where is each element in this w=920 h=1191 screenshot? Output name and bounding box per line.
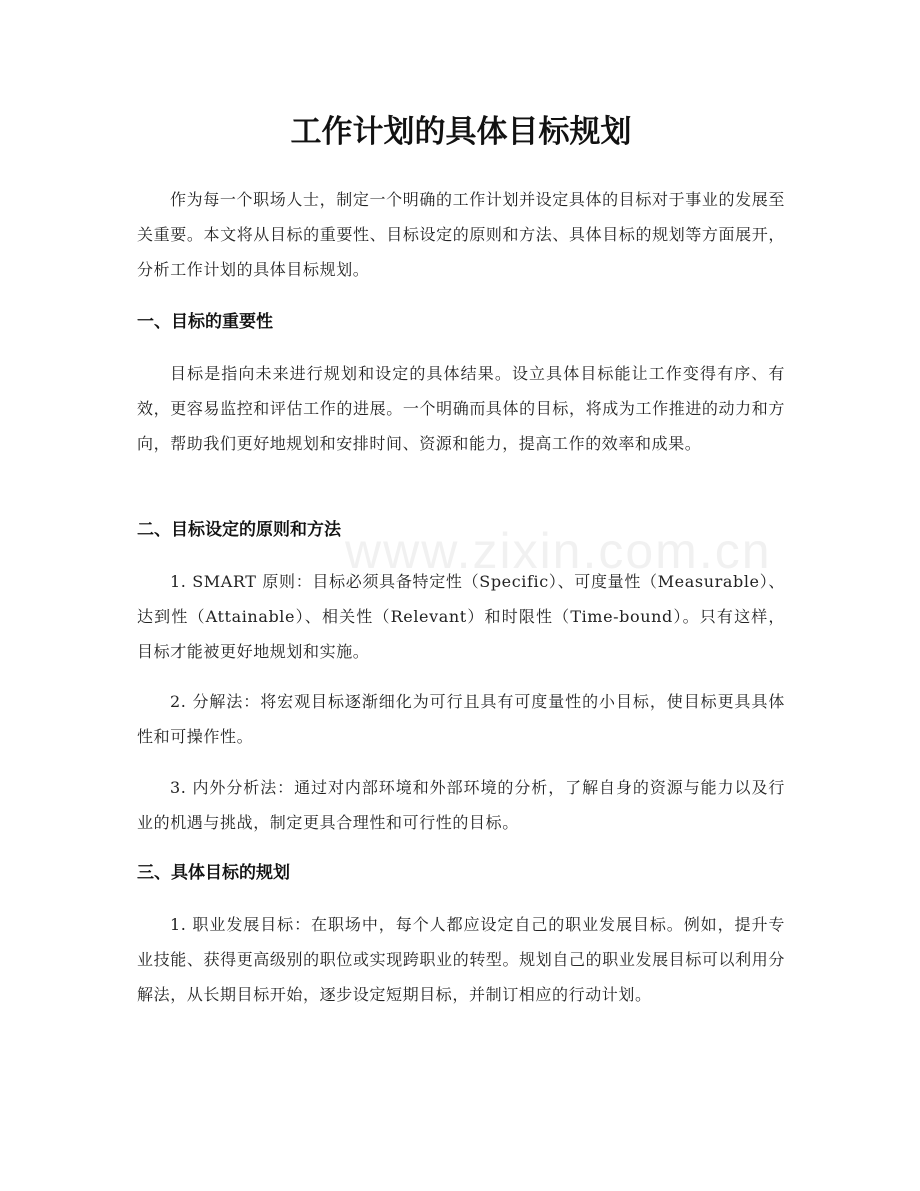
section1-heading: 一、目标的重要性 <box>137 312 273 332</box>
section3-heading: 三、具体目标的规划 <box>137 863 290 883</box>
intro-paragraph: 作为每一个职场人士，制定一个明确的工作计划并设定具体的目标对于事业的发展至关重要。本文将从目标的重要性、目标设定的原则和方法、具体目标的规划等方面展开，分析工作计划的具体目标规划。 <box>137 190 785 279</box>
watermark: www.zixin.com.cn <box>345 523 772 579</box>
document-title: 工作计划的具体目标规划 <box>290 114 632 150</box>
section2-item2: 2. 分解法：将宏观目标逐渐细化为可行且具有可度量性的小目标，使目标更具具体性和可操作性。 <box>137 692 785 746</box>
section3-item1: 1. 职业发展目标：在职场中，每个人都应设定自己的职业发展目标。例如，提升专业技能、获得更高级别的职位或实现跨职业的转型。规划自己的职业发展目标可以利用分解法，从长期目标开始，逐步设定短期目标，并制订相应的行动计划。 <box>137 915 785 1004</box>
section2-item1: 1. SMART 原则：目标必须具备特定性（Specific）、可度量性（Measurable）、达到性（Attainable）、相关性（Relevant）和时限性（Time-bound）。只有这样，目标才能被更好地规划和实施。 <box>137 572 785 661</box>
section1-paragraph: 目标是指向未来进行规划和设定的具体结果。设立具体目标能让工作变得有序、有效，更容易监控和评估工作的进展。一个明确而具体的目标，将成为工作推进的动力和方向，帮助我们更好地规划和安排时间、资源和能力，提高工作的效率和成果。 <box>137 364 785 453</box>
section2-item3: 3. 内外分析法：通过对内部环境和外部环境的分析，了解自身的资源与能力以及行业的机遇与挑战，制定更具合理性和可行性的目标。 <box>137 778 785 832</box>
section2-heading: 二、目标设定的原则和方法 <box>137 520 341 540</box>
